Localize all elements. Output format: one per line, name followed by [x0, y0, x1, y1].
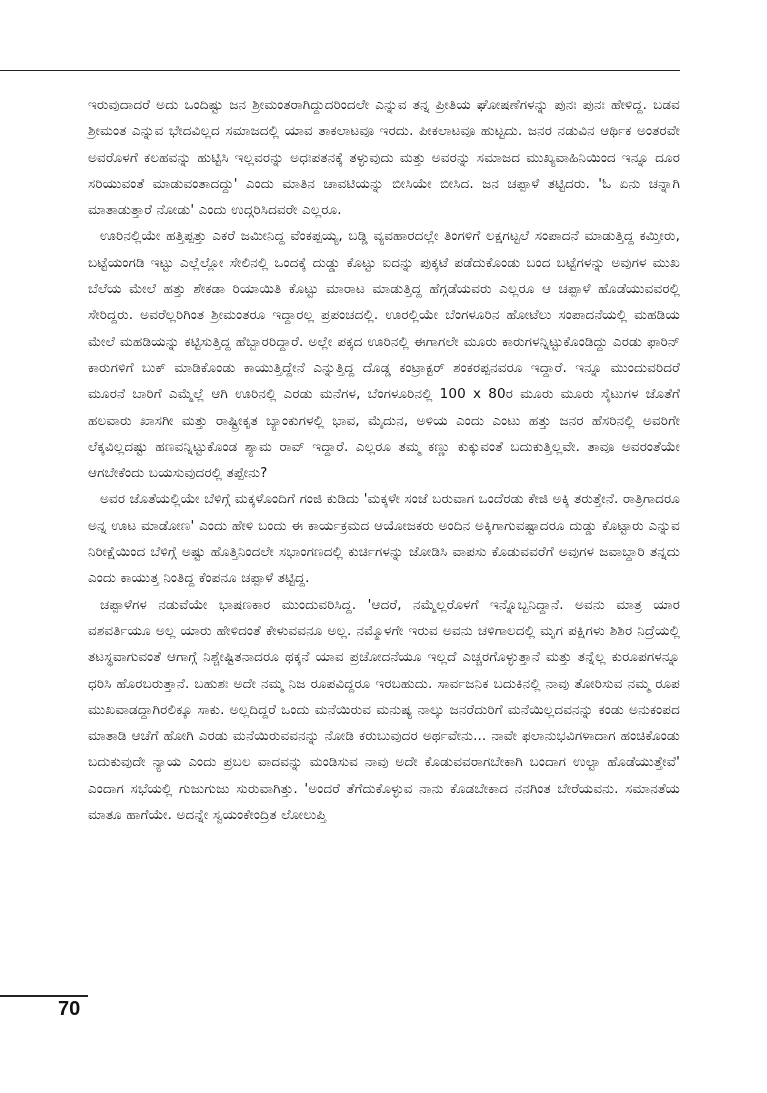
- paragraph-2: ಊರಿನಲ್ಲಿಯೇ ಹತ್ತಿಪ್ಪತ್ತು ಎಕರೆ ಜಮೀನಿದ್ದ ವೆಂಕಪ್ಪಯ್ಯ, ಬಡ್ಡಿ ವ್ಯವಹಾರದಲ್ಲೇ ತಿಂಗಳಿಗೆ ಲಕ್ಷಗಟ್ಟಲೆ ಸಂಪಾದನೆ ಮಾಡುತ್ತಿದ್ದ ಕಮ್ತೀರು, ಬಟ್ಟೆಯಂಗಡಿ ಇಟ್ಟು ಎಲ್ಲೆಲ್ಲೋ ಸೇಲಿನಲ್ಲಿ ಒಂದಕ್ಕೆ ದುಡ್ಡು ಕೊಟ್ಟು ಐದನ್ನು ಪುಕ್ಕಟೆ ಪಡೆದುಕೊಂಡು ಬಂದ ಬಟ್ಟೆಗಳನ್ನು ಅವುಗಳ ಮುಖ ಬೆಲೆಯ ಮೇಲೆ ಹತ್ತು ಶೇಕಡಾ ರಿಯಾಯಿತಿ ಕೊಟ್ಟು ಮಾರಾಟ ಮಾಡುತ್ತಿದ್ದ ಹೆಗ್ಗಡೆಯವರು ಎಲ್ಲರೂ ಆ ಚಪ್ಪಾಳೆ ಹೊಡೆಯುವವರಲ್ಲಿ ಸೇರಿದ್ದರು. ಅವರೆಲ್ಲರಿಗಿಂತ ಶ್ರೀಮಂತರೂ ಇದ್ದಾರಲ್ಲ ಪ್ರಪಂಚದಲ್ಲಿ. ಊರಲ್ಲಿಯೇ ಬೆಂಗಳೂರಿನ ಹೋಟೆಲು ಸಂಪಾದನೆಯಲ್ಲಿ ಮಹಡಿಯ ಮೇಲೆ ಮಹಡಿಯನ್ನು ಕಟ್ಟಿಸುತ್ತಿದ್ದ ಹೆಬ್ಬಾರರಿದ್ದಾರೆ. ಅಲ್ಲೇ ಪಕ್ಕದ ಊರಿನಲ್ಲಿ ಈಗಾಗಲೇ ಮೂರು ಕಾರುಗಳನ್ನಿಟ್ಟುಕೊಂಡಿದ್ದು ಎರಡು ಫಾರಿನ್ ಕಾರುಗಳಿಗೆ ಬುಕ್ ಮಾಡಿಕೊಂಡು ಕಾಯುತ್ತಿದ್ದೇನೆ ಎನ್ನುತ್ತಿದ್ದ ದೊಡ್ಡ ಕಂಟ್ರಾಕ್ಟರ್ ಶಂಕರಪ್ಪನವರೂ ಇದ್ದಾರೆ. ಇನ್ನೂ ಮುಂದುವರಿದರೆ ಮೂರನೆ ಬಾರಿಗೆ ಎಮ್ಮೆಲ್ಲೆ ಆಗಿ ಊರಿನಲ್ಲಿ ಎರಡು ಮನೆಗಳ, ಬೆಂಗಳೂರಿನಲ್ಲಿ 100 x 80ರ ಮೂರು ಮೂರು ಸೈಟುಗಳ ಜೊತೆಗೆ ಹಲವಾರು ಖಾಸಗೀ ಮತ್ತು ರಾಷ್ಟ್ರೀಕೃತ ಬ್ಯಾಂಕುಗಳಲ್ಲಿ ಭಾವ, ಮೈದುನ, ಅಳಿಯ ಎಂದು ಎಂಟು ಹತ್ತು ಜನರ ಹೆಸರಿನಲ್ಲಿ ಅವರಿಗೇ ಲೆಕ್ಕವಿಲ್ಲದಷ್ಟು ಹಣವನ್ನಿಟ್ಟುಕೊಂಡ ಶ್ಯಾಮ ರಾವ್ ಇದ್ದಾರೆ. ಎಲ್ಲರೂ ತಮ್ಮ ಕಣ್ಣು ಕುಕ್ಕುವಂತೆ ಬದುಕುತ್ತಿಲ್ಲವೇ. ತಾವೂ ಅವರಂತೆಯೇ ಆಗಬೇಕೆಂದು ಬಯಸುವುದರಲ್ಲಿ ತಪ್ಪೇನು?: [88, 228, 680, 482]
- page-number-rule: [0, 995, 88, 997]
- paragraph-1: ಇರುವುದಾದರೆ ಅದು ಒಂದಿಷ್ಟು ಜನ ಶ್ರೀಮಂತರಾಗಿದ್ದುದರಿಂದಲೇ ಎನ್ನುವ ತನ್ನ ಪ್ರೀತಿಯ ಘೋಷಣೆಗಳನ್ನು ಪುನಃ ಪುನಃ ಹೇಳಿದ್ದ. ಬಡವ ಶ್ರೀಮಂತ ಎನ್ನುವ ಭೇದವಿಲ್ಲದ ಸಮಾಜದಲ್ಲಿ ಯಾವ ತಾಕಲಾಟವೂ ಇರದು. ಪೀಕಲಾಟವೂ ಹುಟ್ಟದು. ಜನರ ನಡುವಿನ ಆರ್ಥಿಕ ಅಂತರವೇ ಅವರೊಳಗೆ ಕಲಹವನ್ನು ಹುಟ್ಟಿಸಿ ಇಲ್ಲವರನ್ನು ಅಧಃಪತನಕ್ಕೆ ತಳ್ಳುವುದು ಮತ್ತು ಅವರನ್ನು ಸಮಾಜದ ಮುಖ್ಯವಾಹಿನಿಯಿಂದ ಇನ್ನೂ ದೂರ ಸರಿಯುವಂತೆ ಮಾಡುವಂತಾದದ್ದು' ಎಂದು ಮಾತಿನ ಚಾವಟಿಯನ್ನು ಬೀಸಿಯೇ ಬೀಸಿದ. ಜನ ಚಪ್ಪಾಳೆ ತಟ್ಟಿದರು. 'ಓ ಏನು ಚನ್ನಾಗಿ ಮಾತಾಡುತ್ತಾರೆ ನೋಡು' ಎಂದು ಉದ್ಗರಿಸಿದವರೇ ಎಲ್ಲರೂ.: [88, 97, 680, 219]
- top-rule: [0, 70, 680, 71]
- paragraph-3: ಅವರ ಜೊತೆಯಲ್ಲಿಯೇ ಬೆಳಿಗ್ಗೆ ಮಕ್ಕಳೊಂದಿಗೆ ಗಂಜಿ ಕುಡಿದು 'ಮಕ್ಕಳೇ ಸಂಜೆ ಬರುವಾಗ ಒಂದೆರಡು ಕೇಜಿ ಅಕ್ಕಿ ತರುತ್ತೇನೆ. ರಾತ್ರಿಗಾದರೂ ಅನ್ನ ಊಟ ಮಾಡೋಣ' ಎಂದು ಹೇಳಿ ಬಂದು ಈ ಕಾರ್ಯಕ್ರಮದ ಆಯೋಜಕರು ಅಂದಿನ ಅಕ್ಕಿಗಾಗುವಷ್ಟಾದರೂ ದುಡ್ಡು ಕೊಟ್ಟಾರು ಎನ್ನುವ ನಿರೀಕ್ಷೆಯಿಂದ ಬೆಳಿಗ್ಗೆ ಅಷ್ಟು ಹೊತ್ತಿನಿಂದಲೇ ಸಭಾಂಗಣದಲ್ಲಿ ಕುರ್ಚಿಗಳನ್ನು ಜೋಡಿಸಿ ವಾಪಸು ಕೊಡುವವರೆಗೆ ಅವುಗಳ ಜವಾಬ್ದಾರಿ ತನ್ನದು ಎಂದು ಕಾಯುತ್ತ ನಿಂತಿದ್ದ ಕೆಂಪನೂ ಚಪ್ಪಾಳೆ ತಟ್ಟಿದ್ದ.: [88, 491, 680, 587]
- paragraph-4: ಚಪ್ಪಾಳೆಗಳ ನಡುವೆಯೇ ಭಾಷಣಕಾರ ಮುಂದುವರಿಸಿದ್ದ. 'ಆದರೆ, ನಮ್ಮೆಲ್ಲರೊಳಗೆ ಇನ್ನೊಬ್ಬನಿದ್ದಾನೆ. ಅವನು ಮಾತ್ರ ಯಾರ ವಶವರ್ತಿಯೂ ಅಲ್ಲ ಯಾರು ಹೇಳಿದಂತೆ ಕೇಳುವವನೂ ಅಲ್ಲ. ನಮ್ಮೊಳಗೇ ಇರುವ ಅವನು ಚಳಿಗಾಲದಲ್ಲಿ ಮೃಗ ಪಕ್ಷಿಗಳು ಶಿಶಿರ ನಿದ್ರೆಯಲ್ಲಿ ತಟಸ್ಥವಾಗುವಂತೆ ಆಗಾಗ್ಗೆ ನಿಶ್ಚೇಷ್ಟಿತನಾದರೂ ಥಕ್ಕನೆ ಯಾವ ಪ್ರಚೋದನೆಯೂ ಇಲ್ಲದೆ ಎಚ್ಚರಗೊಳ್ಳುತ್ತಾನೆ ಮತ್ತು ತನ್ನೆಲ್ಲ ಕುರೂಪಗಳನ್ನೂ ಧರಿಸಿ ಹೊರಬರುತ್ತಾನೆ. ಬಹುಶಃ ಅದೇ ನಮ್ಮ ನಿಜ ರೂಪವಿದ್ದರೂ ಇರಬಹುದು. ಸಾರ್ವಜನಿಕ ಬದುಕಿನಲ್ಲಿ ನಾವು ತೋರಿಸುವ ನಮ್ಮ ರೂಪ ಮುಖವಾಡದ್ದಾಗಿರಲಿಕ್ಕೂ ಸಾಕು. ಅಲ್ಲದಿದ್ದರೆ ಒಂದು ಮನೆಯಿರುವ ಮನುಷ್ಯ ನಾಲ್ಕು ಜನರೆದುರಿಗೆ ಮನೆಯಿಲ್ಲದವನನ್ನು ಕಂಡು ಅನುಕಂಪದ ಮಾತಾಡಿ ಆಚೆಗೆ ಹೋಗಿ ಎರಡು ಮನೆಯಿರುವವನನ್ನು ನೋಡಿ ಕರುಬುವುದರ ಅರ್ಥವೇನು... ನಾವೇ ಫಲಾನುಭವಿಗಳಾದಾಗ ಹಂಚಿಕೊಂಡು ಬದುಕುವುದೇ ನ್ಯಾಯ ಎಂದು ಪ್ರಬಲ ವಾದವನ್ನು ಮಂಡಿಸುವ ನಾವು ಅದೇ ಕೊಡುವವರಾಗಬೇಕಾಗಿ ಬಂದಾಗ ಉಲ್ಟಾ ಹೊಡೆಯುತ್ತೇವೆ' ಎಂದಾಗ ಸಭೆಯಲ್ಲಿ ಗುಜುಗುಜು ಸುರುವಾಗಿತ್ತು. 'ಅಂದರೆ ತೆಗೆದುಕೊಳ್ಳುವ ನಾನು ಕೊಡಬೇಕಾದ ನನಗಿಂತ ಬೇರೆಯವನು. ಸಮಾನತೆಯ ಮಾತೂ ಹಾಗೆಯೇ. ಅದನ್ನೇ ಸ್ವಯಂಕೇಂದ್ರಿತ ಲೋಲುಪ್ತಿ: [88, 596, 680, 824]
- page-body: [88, 92, 680, 828]
- page-number: 70: [58, 998, 81, 1020]
